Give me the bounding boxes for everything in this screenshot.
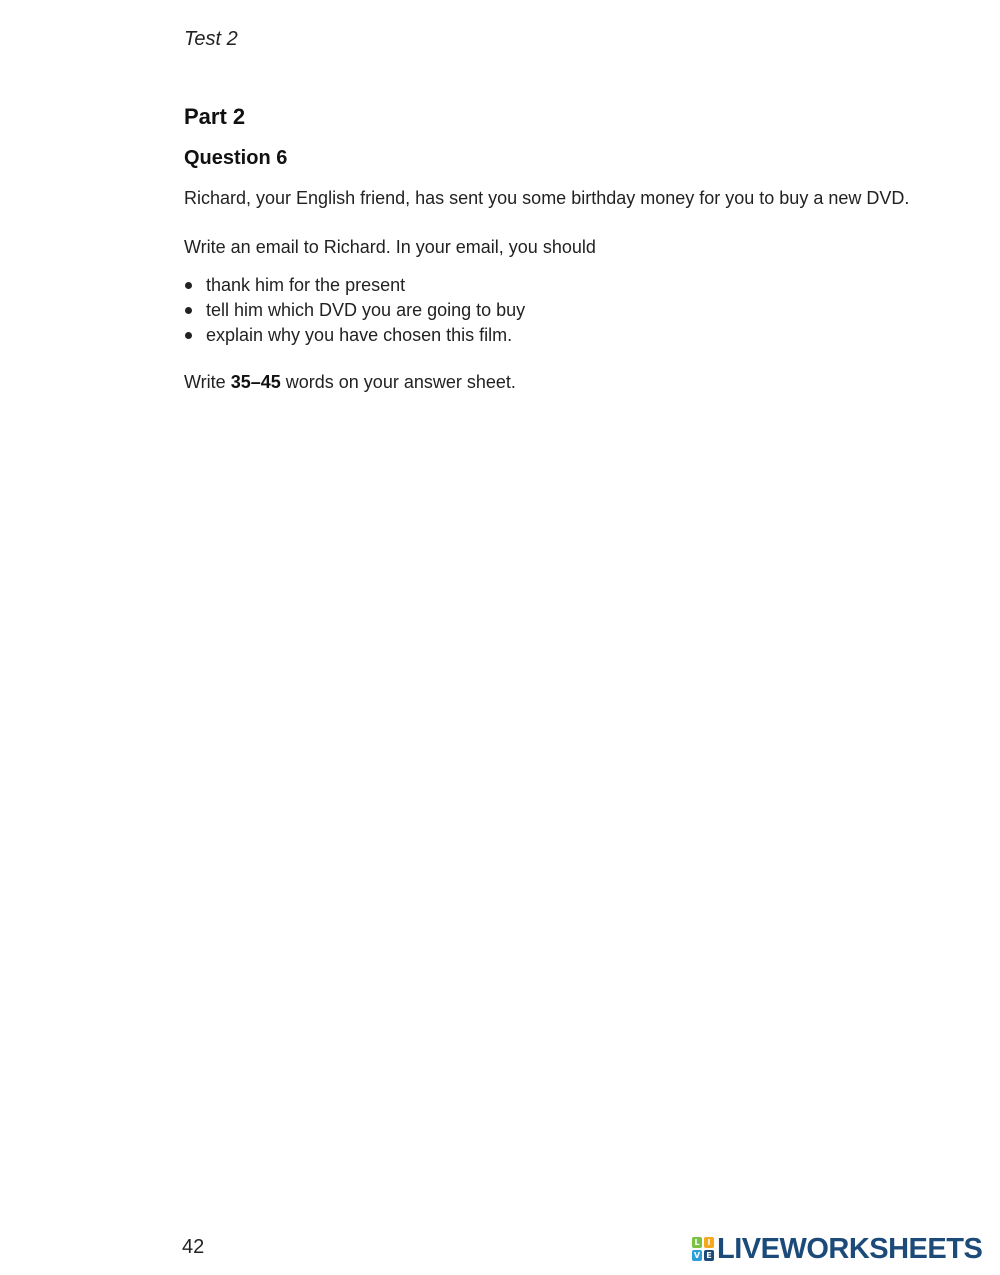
task-bullet-list <box>184 273 525 348</box>
page-number: 42 <box>182 1236 205 1258</box>
task-instruction: Write an email to Richard. In your email, you should <box>184 237 596 257</box>
word-count-prefix: Write <box>184 372 226 392</box>
running-head: Test 2 <box>184 28 238 50</box>
list-item <box>184 323 525 348</box>
bullet-icon <box>185 307 192 314</box>
bullet-icon <box>185 282 192 289</box>
word-count-suffix: words on your answer sheet. <box>285 372 516 392</box>
word-count-range: 35–45 <box>230 372 281 392</box>
list-item-text: tell him which DVD you are going to buy <box>206 300 526 320</box>
logo-text: LIVEWORKSHEETS <box>717 1232 983 1265</box>
list-item-text: thank him for the present <box>206 275 406 295</box>
part-heading: Part 2 <box>184 104 246 129</box>
task-prompt: Richard, your English friend, has sent you some birthday money for you to buy a new DVD. <box>184 188 910 208</box>
logo-mark-icon: L I V E <box>692 1237 714 1261</box>
liveworksheets-logo <box>692 1234 982 1264</box>
word-count-instruction <box>184 372 516 393</box>
list-item <box>184 298 525 323</box>
list-item-text: explain why you have chosen this film. <box>206 325 513 345</box>
question-heading: Question 6 <box>184 147 288 169</box>
bullet-icon <box>185 332 192 339</box>
list-item <box>184 273 525 298</box>
